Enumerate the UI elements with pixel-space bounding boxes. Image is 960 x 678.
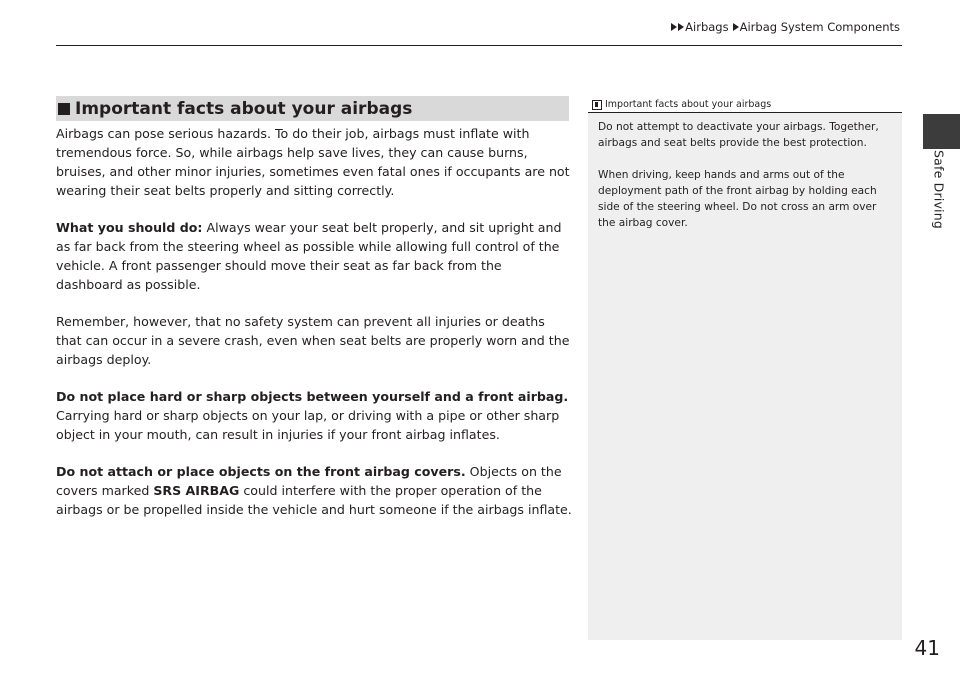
note-panel — [588, 97, 902, 640]
paragraph-text: Objects on the covers marked — [56, 464, 562, 498]
note-paragraph: Do not attempt to deactivate your airbags. Together, airbags and seat belts provide the best protection. — [598, 121, 879, 149]
page-number: 41 — [914, 636, 940, 660]
breadcrumb-arrow-icon — [671, 23, 677, 31]
paragraph-text: Remember, however, that no safety system can prevent all injuries or deaths that can occur in a severe crash, even when seat belts are properly worn and the airbags deploy. — [56, 314, 570, 367]
srs-airbag-label: SRS AIRBAG — [153, 483, 240, 498]
note-title[interactable]: Important facts about your airbags — [605, 99, 772, 110]
breadcrumb-item-airbags[interactable]: Airbags — [685, 20, 729, 34]
breadcrumb-item-components[interactable]: Airbag System Components — [739, 20, 900, 34]
breadcrumb — [671, 20, 900, 34]
note-body — [588, 113, 902, 231]
breadcrumb-arrow-icon — [733, 23, 739, 31]
paragraph — [56, 218, 572, 294]
section-title: Important facts about your airbags — [75, 98, 413, 119]
paragraph-text: Airbags can pose serious hazards. To do their job, airbags must inflate with tremendous force. So, while airbags help save lives, they can cause burns, bruises, and other minor injuries, sometimes even fatal ones if occupants are not wearing their seat belts properly and sitting correctly. — [56, 126, 570, 198]
paragraph-text: Always wear your seat belt properly, and sit upright and as far back from the steering wheel as possible while allowing full control of the vehicle. A front passenger should move their seat as far back from the dashboard as possible. — [56, 220, 562, 292]
heading-square-icon — [58, 103, 70, 115]
paragraph — [56, 124, 572, 200]
breadcrumb-arrow-icon — [678, 23, 684, 31]
paragraph-text: Carrying hard or sharp objects on your lap, or driving with a pipe or other sharp object in your mouth, can result in injuries if your front airbag inflates. — [56, 408, 560, 442]
paragraph-lead: Do not attach or place objects on the front airbag covers. — [56, 464, 466, 479]
note-header — [588, 97, 902, 113]
header-rule — [56, 45, 902, 46]
note-paragraph: When driving, keep hands and arms out of the deployment path of the front airbag by holding each side of the steering wheel. Do not cross an arm over the airbag cover. — [598, 169, 877, 229]
section-heading — [56, 96, 569, 121]
paragraph — [56, 312, 572, 369]
paragraph — [56, 387, 572, 444]
paragraph-text: could interfere with the proper operation of the airbags or be propelled inside the vehicle and hurt someone if the airbags inflate. — [56, 483, 572, 517]
paragraph-lead: What you should do: — [56, 220, 203, 235]
note-icon — [592, 100, 602, 110]
paragraph-lead: Do not place hard or sharp objects between yourself and a front airbag. — [56, 389, 569, 404]
main-content — [56, 124, 572, 537]
chapter-tab[interactable] — [923, 114, 960, 149]
paragraph — [56, 462, 572, 519]
chapter-label: Safe Driving — [931, 150, 947, 230]
